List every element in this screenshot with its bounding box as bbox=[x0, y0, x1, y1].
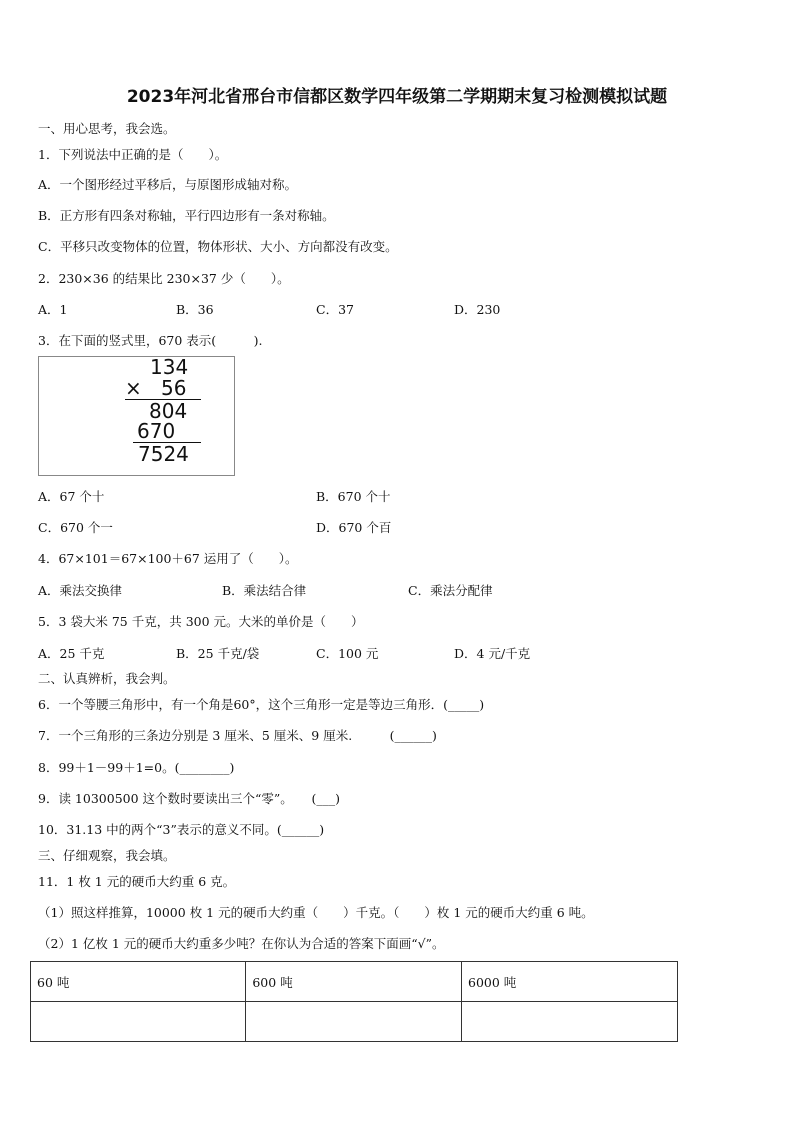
question-1-option-c: C．平移只改变物体的位置，物体形状、大小、方向都没有改变。 bbox=[38, 239, 398, 254]
question-1-option-b: B．正方形有四条对称轴，平行四边形有一条对称轴。 bbox=[38, 208, 335, 223]
question-2-option-c: C．37 bbox=[316, 302, 354, 317]
question-6: 6．一个等腰三角形中，有一个角是60°，这个三角形一定是等边三角形．(_____) bbox=[38, 697, 485, 712]
table-header-cell: 6000 吨 bbox=[462, 962, 678, 1002]
question-5-option-d: D．4 元/千克 bbox=[454, 646, 531, 661]
question-2-stem: 2．230×36 的结果比 230×37 少（ ）。 bbox=[38, 271, 290, 286]
question-4-option-a: A．乘法交换律 bbox=[38, 583, 123, 598]
multiplicand: 134 bbox=[150, 355, 189, 379]
final-product: 7524 bbox=[138, 442, 189, 466]
question-2-option-d: D．230 bbox=[454, 302, 501, 317]
question-4-option-c: C．乘法分配律 bbox=[408, 583, 493, 598]
partial-product-1: 804 bbox=[149, 399, 188, 423]
question-5-option-c: C．100 元 bbox=[316, 646, 379, 661]
table-header-cell: 600 吨 bbox=[246, 962, 462, 1002]
question-2-option-b: B．36 bbox=[176, 302, 214, 317]
question-3-option-d: D．670 个百 bbox=[316, 520, 392, 535]
multiply-sign: × bbox=[125, 376, 142, 400]
question-11-stem: 11．1 枚 1 元的硬币大约重 6 克。 bbox=[38, 874, 236, 889]
vertical-multiplication-figure bbox=[38, 356, 235, 476]
question-11-part-2: （2）1 亿枚 1 元的硬币大约重多少吨？在你认为合适的答案下面画“√”。 bbox=[38, 936, 445, 951]
question-5-stem: 5．3 袋大米 75 千克，共 300 元。大米的单价是（ ） bbox=[38, 614, 364, 629]
question-3-option-a: A．67 个十 bbox=[38, 489, 105, 504]
question-5-option-b: B．25 千克/袋 bbox=[176, 646, 260, 661]
section-heading-fill: 三、仔细观察，我会填。 bbox=[38, 848, 176, 863]
question-5-option-a: A．25 千克 bbox=[38, 646, 105, 661]
question-10: 10．31.13 中的两个“3”表示的意义不同。(______) bbox=[38, 822, 325, 837]
question-1-stem: 1．下列说法中正确的是（ ）。 bbox=[38, 147, 228, 162]
table-header-row bbox=[31, 962, 678, 1002]
question-4-stem: 4．67×101＝67×100＋67 运用了（ ）。 bbox=[38, 551, 298, 566]
question-3-option-b: B．670 个十 bbox=[316, 489, 391, 504]
answer-cell[interactable] bbox=[246, 1002, 462, 1042]
question-1-option-a: A．一个图形经过平移后，与原图形成轴对称。 bbox=[38, 177, 298, 192]
page-title: 2023年河北省邢台市信都区数学四年级第二学期期末复习检测模拟试题 bbox=[126, 87, 668, 107]
answer-cell[interactable] bbox=[31, 1002, 246, 1042]
section-heading-choice: 一、用心思考，我会选。 bbox=[38, 121, 176, 136]
section-heading-judge: 二、认真辨析，我会判。 bbox=[38, 671, 176, 686]
answer-cell[interactable] bbox=[462, 1002, 678, 1042]
partial-product-2: 670 bbox=[137, 419, 176, 443]
multiplier: 56 bbox=[161, 376, 187, 400]
table-answer-row bbox=[31, 1002, 678, 1042]
table-header-cell: 60 吨 bbox=[31, 962, 246, 1002]
question-7: 7．一个三角形的三条边分别是 3 厘米、5 厘米、9 厘米. (______) bbox=[38, 728, 437, 743]
question-9: 9．读 10300500 这个数时要读出三个“零”。 (___) bbox=[38, 791, 341, 806]
answer-choice-table bbox=[30, 961, 678, 1042]
question-3-option-c: C．670 个一 bbox=[38, 520, 113, 535]
question-8: 8．99＋1－99＋1=0。(________) bbox=[38, 760, 235, 775]
question-2-option-a: A．1 bbox=[38, 302, 68, 317]
question-4-option-b: B．乘法结合律 bbox=[222, 583, 307, 598]
question-11-part-1: （1）照这样推算，10000 枚 1 元的硬币大约重（ ）千克。（ ）枚 1 元的硬币大约重 6 吨。 bbox=[38, 905, 594, 920]
question-3-stem: 3．在下面的竖式里，670 表示( ). bbox=[38, 333, 263, 348]
